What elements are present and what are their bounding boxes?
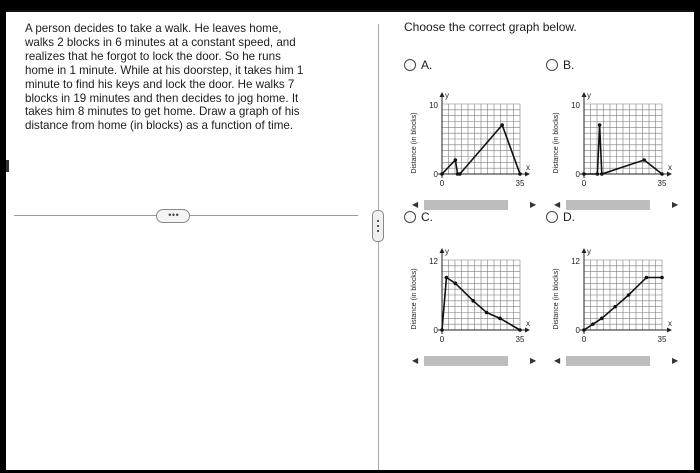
arrow-left-icon[interactable]: ◀ — [554, 356, 561, 365]
graph-scrollbar[interactable] — [554, 354, 694, 368]
data-point — [498, 317, 502, 321]
more-button[interactable]: • • • — [156, 209, 190, 223]
arrow-right-icon[interactable]: ▶ — [672, 356, 679, 365]
drag-handle-icon[interactable] — [372, 210, 384, 242]
y-tick-label: 0 — [575, 326, 580, 335]
option-label: C. — [421, 210, 433, 224]
x-tick-label: 0 — [581, 335, 587, 344]
x-axis-symbol: x — [668, 319, 672, 328]
option-d[interactable] — [546, 210, 575, 224]
graph-d — [544, 240, 684, 352]
option-b[interactable] — [546, 58, 574, 72]
arrow-left-icon[interactable]: ◀ — [412, 200, 419, 209]
x-axis-arrow — [525, 172, 530, 177]
screen — [6, 10, 694, 470]
data-point — [645, 276, 649, 280]
option-label: B. — [563, 58, 575, 72]
x-axis-symbol: x — [526, 163, 530, 172]
data-point — [660, 276, 664, 280]
x-tick-label: 0 — [581, 179, 587, 188]
radio-circle-icon[interactable] — [546, 59, 558, 71]
data-point — [458, 172, 462, 176]
grid — [584, 104, 662, 174]
y-axis-arrow — [440, 92, 445, 97]
y-axis-label: Distance (in blocks) — [411, 268, 418, 330]
arrow-right-icon[interactable]: ▶ — [530, 356, 537, 365]
x-axis-symbol: x — [526, 319, 530, 328]
option-label: A. — [421, 58, 433, 72]
data-point — [582, 172, 586, 176]
y-tick-label: 0 — [433, 170, 438, 179]
data-point — [598, 123, 602, 127]
x-tick-label: 0 — [439, 179, 445, 188]
data-point — [471, 299, 475, 303]
data-point — [440, 328, 444, 332]
grid — [584, 260, 662, 330]
data-point — [518, 328, 522, 332]
left-edge-tab[interactable] — [6, 160, 9, 172]
data-point — [445, 276, 449, 280]
x-tick-label: 35 — [515, 335, 525, 344]
option-label: D. — [563, 210, 575, 224]
question-line: blocks in 19 minutes and then decides to jog home. It — [25, 91, 299, 105]
question-line: takes him 8 minutes to get home. Draw a graph of his — [25, 105, 300, 119]
graph-scrollbar[interactable] — [412, 354, 552, 368]
arrow-left-icon[interactable]: ◀ — [554, 200, 561, 209]
x-tick-label: 0 — [439, 335, 445, 344]
x-tick-label: 35 — [657, 179, 667, 188]
data-point — [613, 305, 617, 309]
y-tick-label: 12 — [429, 257, 438, 266]
graph-scrollbar[interactable] — [554, 198, 694, 212]
x-tick-label: 35 — [515, 179, 525, 188]
arrow-right-icon[interactable]: ▶ — [530, 200, 537, 209]
y-tick-label: 10 — [571, 101, 580, 110]
y-axis-arrow — [440, 248, 445, 253]
y-axis-symbol: y — [445, 247, 449, 256]
graph-scrollbar[interactable] — [412, 198, 552, 212]
data-point — [600, 317, 604, 321]
y-axis-label: Distance (in blocks) — [411, 112, 418, 174]
scrollbar-thumb[interactable] — [566, 200, 650, 210]
radio-circle-icon[interactable] — [546, 211, 558, 223]
graph-a — [402, 84, 542, 196]
y-tick-label: 10 — [429, 101, 438, 110]
data-point — [454, 282, 458, 286]
y-axis-symbol: y — [587, 247, 591, 256]
data-point — [485, 311, 489, 315]
question-line: realizes that he forgot to lock the door. So he runs — [25, 49, 281, 63]
question-text — [25, 22, 355, 133]
data-point — [600, 172, 604, 176]
y-tick-label: 12 — [571, 257, 580, 266]
data-point — [660, 172, 664, 176]
scrollbar-thumb[interactable] — [424, 200, 508, 210]
y-axis-label: Distance (in blocks) — [553, 112, 560, 174]
y-axis-arrow — [582, 248, 587, 253]
x-axis-arrow — [525, 328, 530, 333]
question-line: minute to find his keys and lock the door. He walks 7 — [25, 77, 295, 91]
grid — [442, 260, 520, 330]
grid — [442, 104, 520, 174]
graph-b — [544, 84, 684, 196]
prompt-text: Choose the correct graph below. — [404, 20, 577, 34]
data-point — [582, 328, 586, 332]
data-point — [454, 158, 458, 162]
y-tick-label: 0 — [433, 326, 438, 335]
data-point — [596, 172, 600, 176]
arrow-left-icon[interactable]: ◀ — [412, 356, 419, 365]
data-point — [440, 172, 444, 176]
y-axis-symbol: y — [445, 91, 449, 100]
x-axis-symbol: x — [668, 163, 672, 172]
question-line: A person decides to take a walk. He leaves home, — [25, 22, 282, 35]
top-bar — [6, 10, 694, 12]
option-a[interactable] — [404, 58, 432, 72]
data-point — [627, 293, 631, 297]
radio-circle-icon[interactable] — [404, 211, 416, 223]
x-tick-label: 35 — [657, 335, 667, 344]
scrollbar-thumb[interactable] — [566, 356, 650, 366]
y-axis-arrow — [582, 92, 587, 97]
pane-divider — [378, 24, 379, 470]
data-point — [591, 322, 595, 326]
radio-circle-icon[interactable] — [404, 59, 416, 71]
question-line: distance from home (in blocks) as a function of time. — [25, 119, 294, 133]
data-point — [642, 158, 646, 162]
data-point — [518, 172, 522, 176]
y-axis-label: Distance (in blocks) — [553, 268, 560, 330]
y-tick-label: 0 — [575, 170, 580, 179]
question-line: home in 1 minute. While at his doorstep, it takes him 1 — [25, 63, 304, 77]
graph-c — [402, 240, 542, 352]
y-axis-symbol: y — [587, 91, 591, 100]
data-point — [500, 123, 504, 127]
x-axis-arrow — [667, 172, 672, 177]
x-axis-arrow — [667, 328, 672, 333]
option-c[interactable] — [404, 210, 433, 224]
scrollbar-thumb[interactable] — [424, 356, 508, 366]
arrow-right-icon[interactable]: ▶ — [672, 200, 679, 209]
question-line: walks 2 blocks in 6 minutes at a constant speed, and — [25, 35, 296, 49]
